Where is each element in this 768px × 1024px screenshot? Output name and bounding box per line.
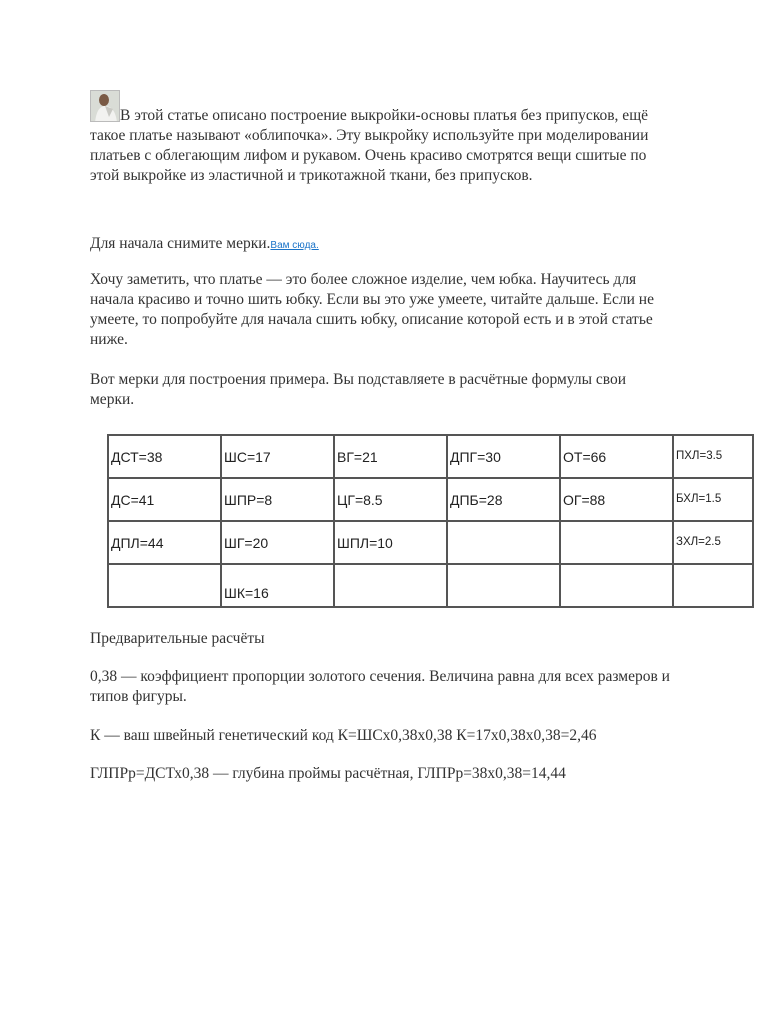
table-cell: ШС=17 [221, 435, 334, 478]
table-cell: БХЛ=1.5 [673, 478, 753, 521]
k-formula-paragraph: К — ваш швейный генетический код К=ШСх0,38х0,38 К=17х0,38х0,38=2,46 [90, 727, 597, 744]
table-cell: ДС=41 [108, 478, 221, 521]
table-cell: ОГ=88 [560, 478, 673, 521]
table-cell [560, 564, 673, 607]
table-row [108, 478, 753, 521]
table-row [108, 521, 753, 564]
table-cell [447, 521, 560, 564]
calc-heading: Предварительные расчёты [90, 630, 265, 647]
table-cell [108, 564, 221, 607]
author-avatar[interactable] [90, 90, 120, 122]
table-cell: ШПЛ=10 [334, 521, 447, 564]
measurements-link[interactable]: Вам сюда. [270, 240, 319, 251]
table-cell [334, 564, 447, 607]
table-cell: ЦГ=8.5 [334, 478, 447, 521]
table-row [108, 435, 753, 478]
intro-paragraph [90, 90, 670, 186]
measurements-table [107, 434, 754, 608]
note-paragraph: Хочу заметить, что платье — это более сложное изделие, чем юбка. Научитесь для начала красиво и точно шить юбку. Если вы это уже умеете, читайте дальше. Если не умеете, то попробуйте для начала сшить юбку, описание которой есть и в этой статье ниже. [90, 271, 654, 348]
intro-text: В этой статье описано построение выкройки-основы платья без припусков, ещё такое платье называют «облипочка». Эту выкройку используйте при моделировании платьев с облегающим лифом и рукавом. Очень красиво смотрятся вещи сшитые по этой выкройке из эластичной и трикотажной ткани, без припусков. [90, 107, 649, 184]
measurements-prompt-text: Для начала снимите мерки. [90, 235, 271, 252]
table-cell: ДПБ=28 [447, 478, 560, 521]
table-cell: ШПР=8 [221, 478, 334, 521]
table-cell [560, 521, 673, 564]
measurements-prompt [90, 234, 319, 256]
glpr-formula-paragraph: ГЛПРр=ДСТх0,38 — глубина проймы расчётная, ГЛПРр=38х0,38=14,44 [90, 765, 566, 782]
table-cell: ВГ=21 [334, 435, 447, 478]
table-cell: ШГ=20 [221, 521, 334, 564]
table-cell: ДПГ=30 [447, 435, 560, 478]
example-intro-paragraph: Вот мерки для построения примера. Вы подставляете в расчётные формулы свои мерки. [90, 371, 627, 408]
table-row [108, 564, 753, 607]
table-cell: ЗХЛ=2.5 [673, 521, 753, 564]
table-cell: ОТ=66 [560, 435, 673, 478]
table-cell: ДПЛ=44 [108, 521, 221, 564]
table-cell [447, 564, 560, 607]
table-cell: ДСТ=38 [108, 435, 221, 478]
table-cell: ПХЛ=3.5 [673, 435, 753, 478]
golden-ratio-paragraph: 0,38 — коэффициент пропорции золотого сечения. Величина равна для всех размеров и типов фигуры. [90, 668, 670, 705]
table-cell: ШК=16 [221, 564, 334, 607]
table-cell [673, 564, 753, 607]
